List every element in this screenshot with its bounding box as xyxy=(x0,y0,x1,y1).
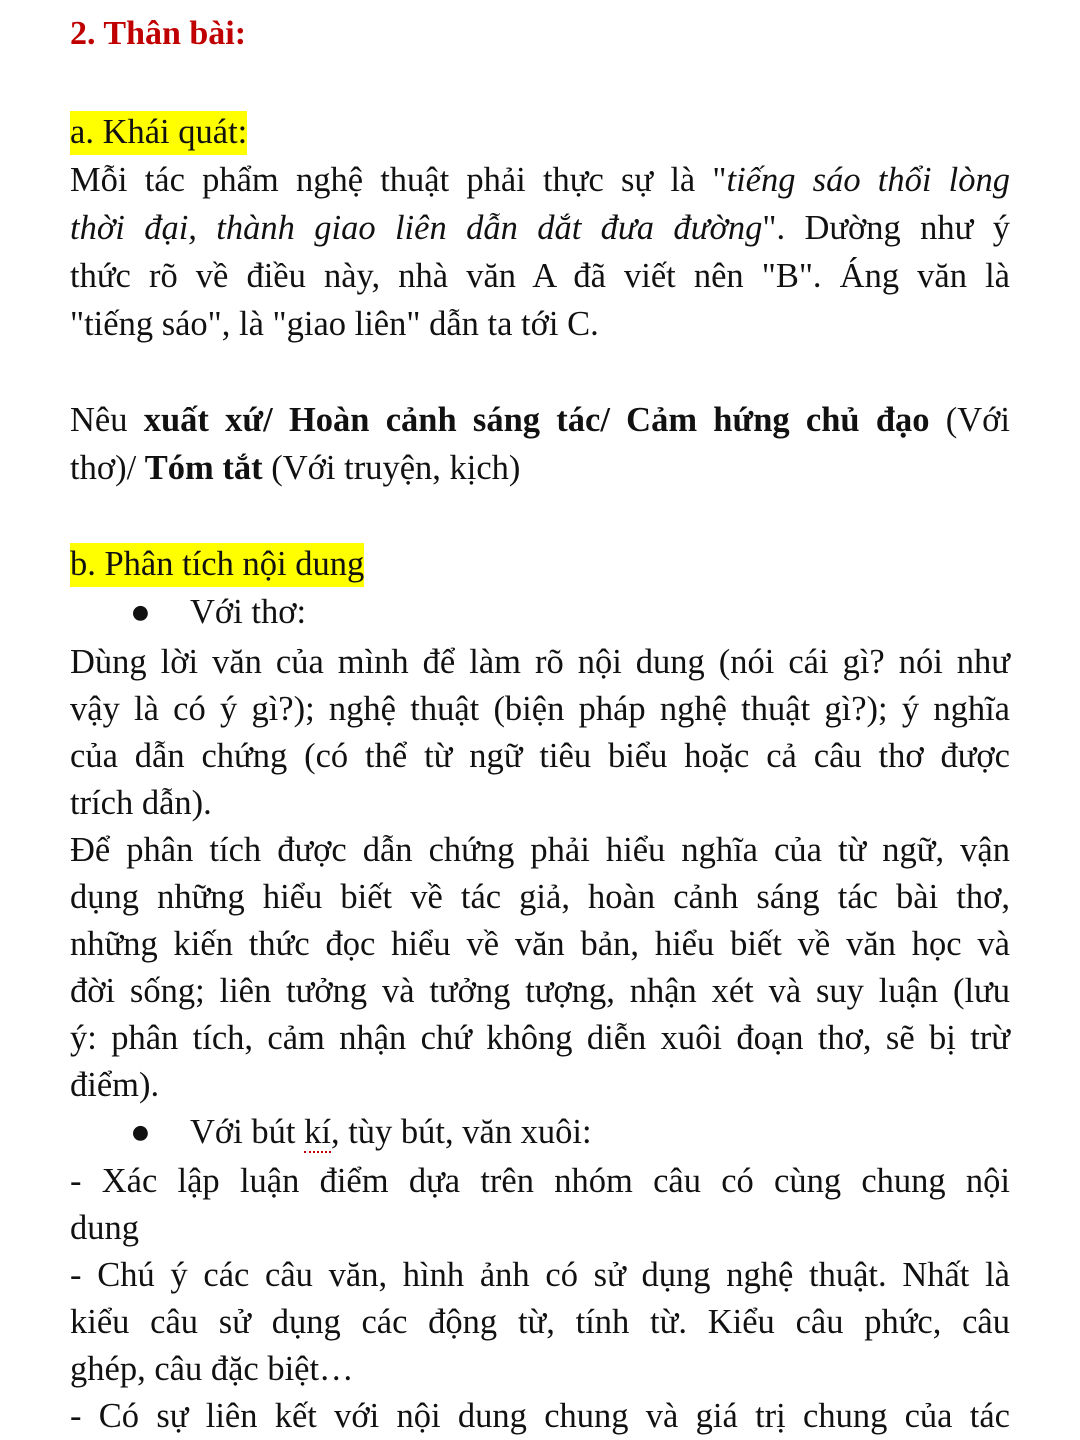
part-a-line-1: Mỗi tác phẩm nghệ thuật phải thực sự là "tiếng sáo thổi lòng xyxy=(70,161,1010,199)
part-a-heading-line xyxy=(70,112,1010,152)
poem-line-1: Dùng lời văn của mình để làm rõ nội dung (nói cái gì? nói như xyxy=(70,643,1010,681)
poem-line-4: trích dẫn). xyxy=(70,784,212,822)
part-a-line-2: thời đại, thành giao liên dẫn dắt đưa đường". Dường như ý xyxy=(70,209,1011,247)
bullet-dot-icon: ● xyxy=(130,593,151,631)
part-a-line-4: "tiếng sáo", là "giao liên" dẫn ta tới C. xyxy=(70,305,599,343)
poem-line-7: những kiến thức đọc hiểu về văn bản, hiểu biết về văn học và xyxy=(70,925,1010,963)
prose-line-1: - Xác lập luận điểm dựa trên nhóm câu có cùng chung nội xyxy=(70,1162,1010,1200)
bullet-prose: ● Với bút kí, tùy bút, văn xuôi: xyxy=(130,1113,592,1151)
poem-line-5: Để phân tích được dẫn chứng phải hiểu nghĩa của từ ngữ, vận xyxy=(70,831,1010,869)
poem-line-2: vậy là có ý gì?); nghệ thuật (biện pháp nghệ thuật gì?); ý nghĩa xyxy=(70,690,1010,728)
part-b-heading-line xyxy=(70,544,1010,584)
prose-line-5: ghép, câu đặc biệt… xyxy=(70,1350,354,1388)
part-a-note-line-1: Nêu xuất xứ/ Hoàn cảnh sáng tác/ Cảm hứng chủ đạo (Với xyxy=(70,401,1010,439)
poem-line-6: dụng những hiểu biết về tác giả, hoàn cảnh sáng tác bài thơ, xyxy=(70,878,1010,916)
part-a-note-line-2: thơ)/ Tóm tắt (Với truyện, kịch) xyxy=(70,449,521,487)
part-a-heading: a. Khái quát: xyxy=(70,111,247,155)
poem-line-3: của dẫn chứng (có thể từ ngữ tiêu biểu hoặc cả câu thơ được xyxy=(70,737,1010,775)
bullet-poem: ● Với thơ: xyxy=(130,593,307,631)
prose-line-2: dung xyxy=(70,1209,139,1247)
part-b-heading: b. Phân tích nội dung xyxy=(70,543,364,587)
poem-line-9: ý: phân tích, cảm nhận chứ không diễn xuôi đoạn thơ, sẽ bị trừ xyxy=(70,1019,1010,1057)
part-a-line-3: thức rõ về điều này, nhà văn A đã viết nên "B". Áng văn là xyxy=(70,257,1010,295)
section-title: 2. Thân bài: xyxy=(70,15,247,52)
poem-line-8: đời sống; liên tưởng và tưởng tượng, nhận xét và suy luận (lưu xyxy=(70,972,1010,1010)
poem-line-10: điểm). xyxy=(70,1066,160,1104)
prose-line-6: - Có sự liên kết với nội dung chung và giá trị chung của tác xyxy=(70,1397,1010,1435)
bullet-dot-icon: ● xyxy=(130,1113,151,1151)
prose-line-3: - Chú ý các câu văn, hình ảnh có sử dụng nghệ thuật. Nhất là xyxy=(70,1256,1010,1294)
prose-line-4: kiểu câu sử dụng các động từ, tính từ. Kiểu câu phức, câu xyxy=(70,1303,1010,1341)
spellcheck-underlined-word: kí xyxy=(304,1113,331,1151)
